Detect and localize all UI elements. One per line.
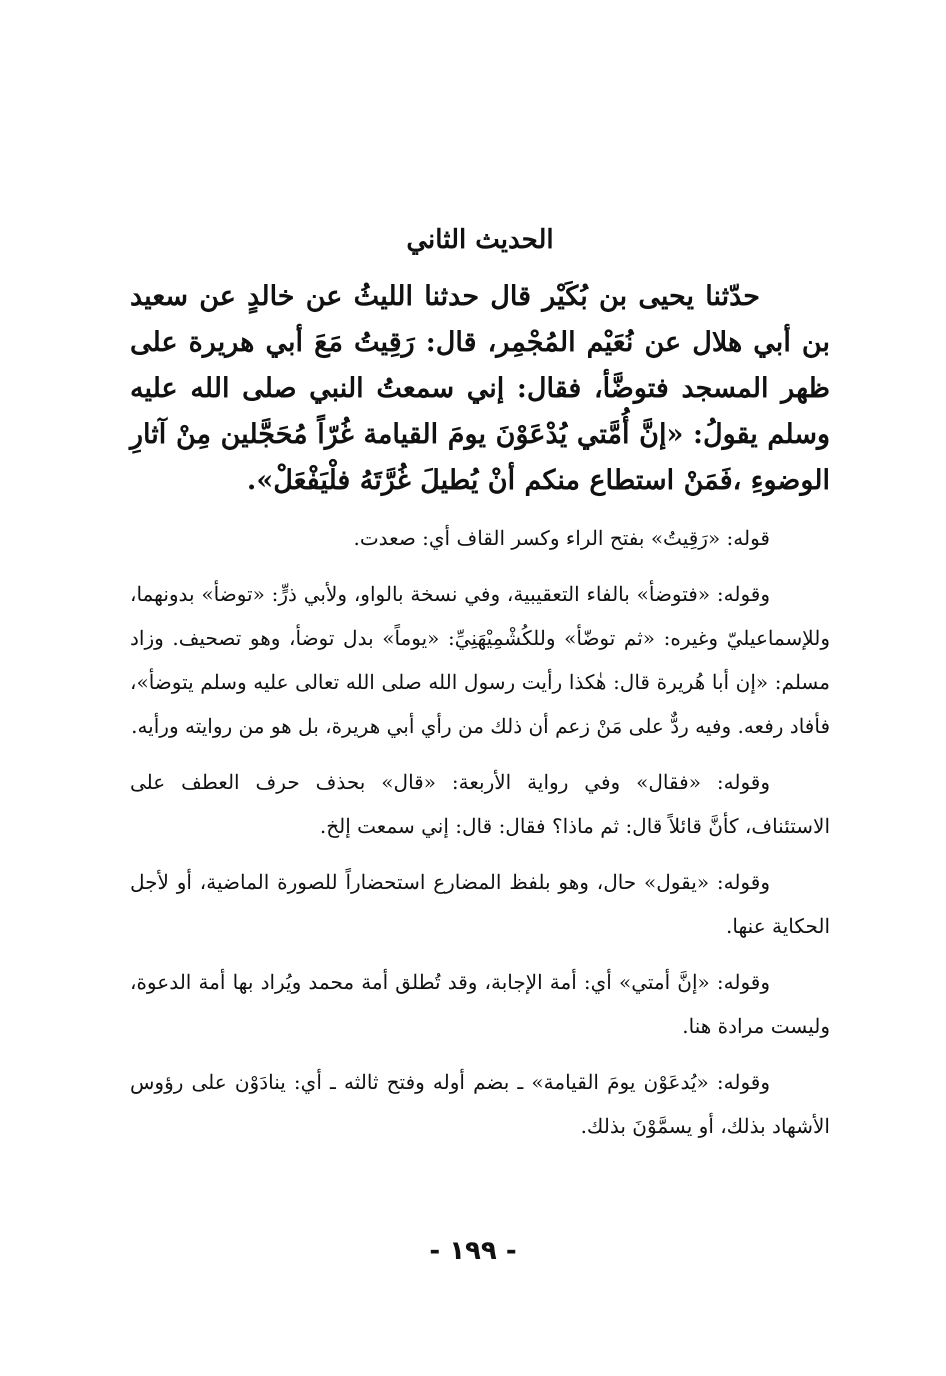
hadith-text: حدّثنا يحيى بن بُكَيْر قال حدثنا الليثُ عن خالدٍ عن سعيد بن أبي هلال عن نُعَيْم المُجْمِر، قال: رَقِيتُ مَعَ أبي هريرة على ظهر المسجد فتوضَّأ، فقال: إني سمعتُ النبي صلى الله عليه وسلم يقولُ: «إنَّ أُمَّتي يُدْعَوْنَ يومَ القيامة غُرّاً مُحَجَّلين مِنْ آثارِ الوضوءِ ،فَمَنْ استطاع منكم أنْ يُطيلَ غُرَّتَهُ فلْيَفْعَلْ». — [130, 281, 830, 496]
commentary-paragraph: وقوله: «فقال» وفي رواية الأربعة: «قال» بحذف حرف العطف على الاستئناف، كأنَّ قائلاً قال: ثم ماذا؟ فقال: قال: إني سمعت إلخ. — [130, 770, 830, 838]
commentary-paragraph: وقوله: «فتوضأ» بالفاء التعقيبية، وفي نسخة بالواو، ولأبي ذرٍّ: «توضأ» بدونهما، وللإسماعيليّ وغيره: «ثم توضّأ» وللكُشْمِيْهَنِيِّ: «يوماً» بدل توضأ، وهو تصحيف. وزاد مسلم: «إن أبا هُريرة قال: هٰكذا رأيت رسول الله صلى الله تعالى عليه وسلم يتوضأ»، فأفاد رفعه. وفيه ردٌّ على مَنْ زعم أن ذلك من رأي أبي هريرة، بل هو من روايته ورأيه. — [130, 582, 830, 738]
section-heading: الحديث الثاني — [406, 225, 554, 255]
commentary-paragraph: قوله: «رَقِيتُ» بفتح الراء وكسر القاف أي: صعدت. — [353, 526, 770, 550]
commentary-paragraph: وقوله: «يُدعَوْن يومَ القيامة» ـ بضم أوله وفتح ثالثه ـ أي: ينادَوْن على رؤوس الأشهاد بذلك، أو يسمَّوْنَ بذلك. — [130, 1070, 830, 1138]
page-number: - ١٩٩ - — [429, 1236, 517, 1266]
commentary-paragraph: وقوله: «يقول» حال، وهو بلفظ المضارع استحضاراً للصورة الماضية، أو لأجل الحكاية عنها. — [130, 870, 830, 938]
page-body — [130, 218, 830, 1160]
commentary-paragraph: وقوله: «إنَّ أمتي» أي: أمة الإجابة، وقد تُطلق أمة محمد ويُراد بها أمة الدعوة، وليست مرادة هنا. — [130, 970, 830, 1038]
